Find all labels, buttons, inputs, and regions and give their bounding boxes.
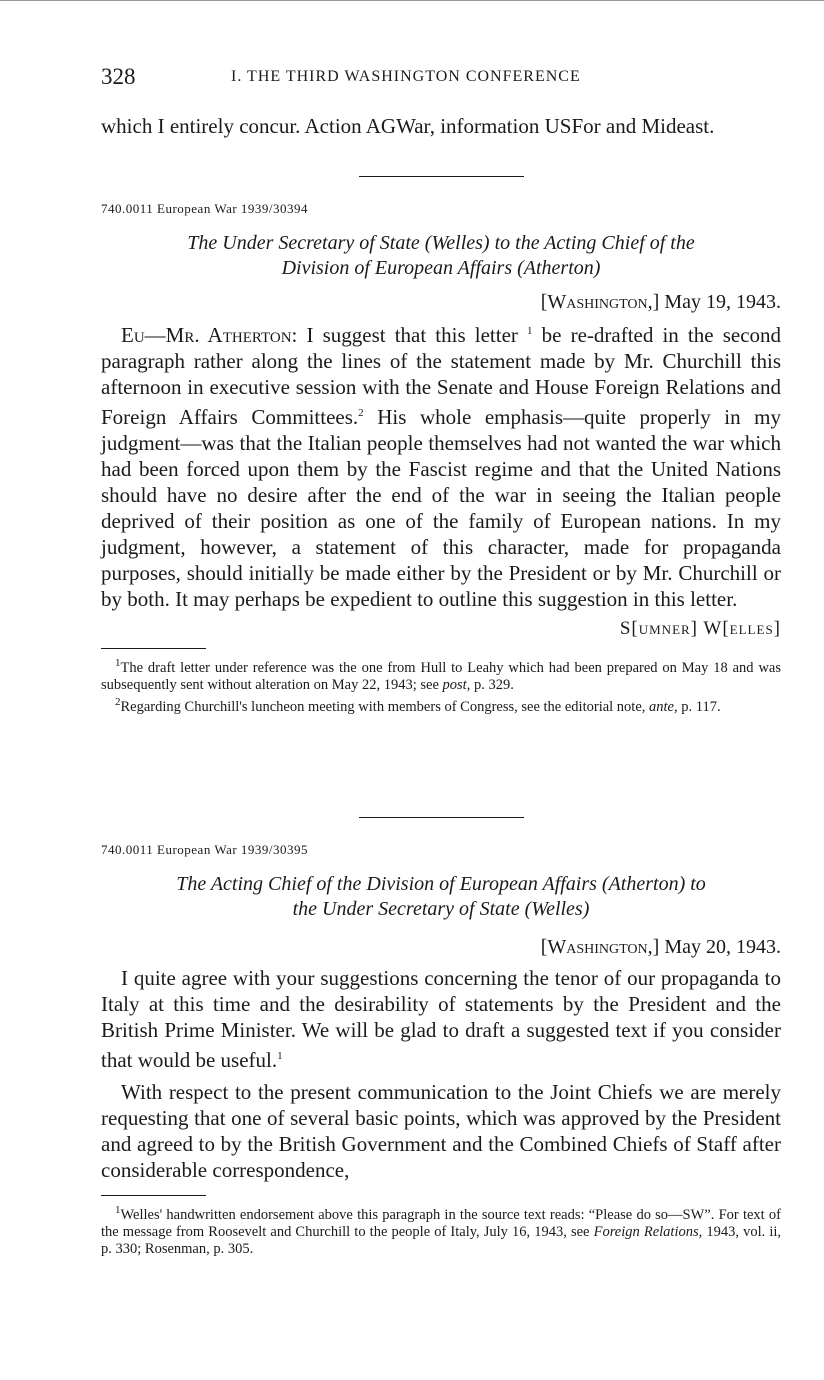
continuation-paragraph: which I entirely concur. Action AGWar, information USFor and Mideast.: [101, 114, 715, 138]
title-line-1: The Under Secretary of State (Welles) to the Acting Chief of the: [187, 232, 695, 254]
footnote-2: [101, 694, 781, 716]
top-border-line: [0, 0, 824, 1]
footnote-italic: post: [442, 676, 467, 693]
document-1: [101, 201, 781, 716]
signature: S[umner] W[elles]: [619, 618, 781, 639]
body-text-a: : I suggest that this letter: [291, 323, 518, 347]
footnote-text: , p. 117.: [674, 698, 721, 715]
page-header: [101, 64, 781, 94]
dateline: [Washington,] May 19, 1943.: [540, 291, 781, 313]
separator-rule: [359, 176, 524, 177]
body-paragraph-1: [101, 965, 781, 1073]
dateline-place: Washington,: [547, 291, 653, 313]
footnote-text: , p. 329.: [466, 676, 514, 693]
footnote-ref-1: 1: [527, 325, 533, 337]
body-text: I quite agree with your suggestions concerning the tenor of our propaganda to Italy at this time and the desirability of statements by the President and the British Prime Minister. We will be glad to draft a suggested text if you consider that would be useful.: [101, 966, 781, 1072]
dateline-place: Washington,: [547, 936, 653, 958]
body-paragraph-2: With respect to the present communication to the Joint Chiefs we are merely requesting that one of several basic points, which was approved by the President and agreed to by the British Government and the Combined Chiefs of Staff after considerable correspondence,: [101, 1080, 781, 1182]
footnote-text: Welles' handwritten endorsement above this paragraph in the source text reads: “Please do so—SW”. For text of the message from Roosevelt and Churchill to the people of Italy, July 16, 1943, see: [101, 1206, 781, 1240]
footnote-italic: Foreign Relations: [593, 1223, 699, 1240]
dateline: [Washington,] May 20, 1943.: [540, 936, 781, 958]
separator-2: [101, 817, 781, 818]
file-number: 740.0011 European War 1939/30395: [101, 842, 309, 857]
title-line-2: the Under Secretary of State (Welles): [292, 898, 590, 920]
dateline-date: May 20, 1943.: [664, 936, 781, 958]
footnote-italic: ante: [649, 698, 674, 715]
title-line-1: The Acting Chief of the Division of European Affairs (Atherton) to: [176, 873, 706, 895]
footnote-ref-1: 1: [277, 1050, 283, 1062]
document-2: [101, 842, 781, 1258]
footnote-number: 2: [115, 695, 121, 708]
document-title: [101, 872, 781, 922]
footnote-ref-2: 2: [358, 407, 364, 419]
separator-rule: [359, 817, 524, 818]
body-text-c: His whole emphasis—quite properly in my judgment—was that the Italian people themselves had not wanted the war which had been forced upon them by the Fascist regime and that the United Nations should have no desire after the end of the war in seeing the Italian people deprived of their position as one of the family of European nations. In my judgment, however, a statement of this character, made for propaganda purposes, should initially be made either by the President or by Mr. Churchill or by both. It may perhaps be expedient to outline this suggestion in this letter.: [101, 405, 781, 611]
title-line-2: Division of European Affairs (Atherton): [281, 257, 601, 279]
continuation-block: [101, 113, 781, 139]
footnote-number: 1: [115, 1204, 121, 1216]
footnote-number: 1: [115, 657, 121, 669]
footnote-1: [101, 1202, 781, 1258]
page-number: 328: [101, 64, 136, 89]
dateline-date: May 19, 1943.: [664, 291, 781, 313]
footnote-text: , 1943, vol. ii, p. 330; Rosenman, p. 305.: [101, 1223, 782, 1257]
file-number: 740.0011 European War 1939/30394: [101, 201, 309, 216]
document-title: [101, 231, 781, 281]
footnote-text: The draft letter under reference was the one from Hull to Leahy which had been prepared on May 18 and was subsequently sent without alteration on May 22, 1943; see: [101, 659, 781, 693]
footnote-1: [101, 655, 781, 694]
salutation: Eu—Mr. Atherton: [121, 323, 292, 347]
body-text-b: be re-drafted in the second paragraph rather along the lines of the statement made by Mr. Churchill this afternoon in executive session with the Senate and House Foreign Relations and Foreign Affairs Committees.: [101, 323, 782, 429]
running-head: I. THE THIRD WASHINGTON CONFERENCE: [231, 68, 581, 85]
footnote-text: Regarding Churchill's luncheon meeting with members of Congress, see the editorial note,: [120, 698, 646, 715]
separator-1: [101, 176, 781, 177]
body-paragraph: [101, 318, 781, 612]
